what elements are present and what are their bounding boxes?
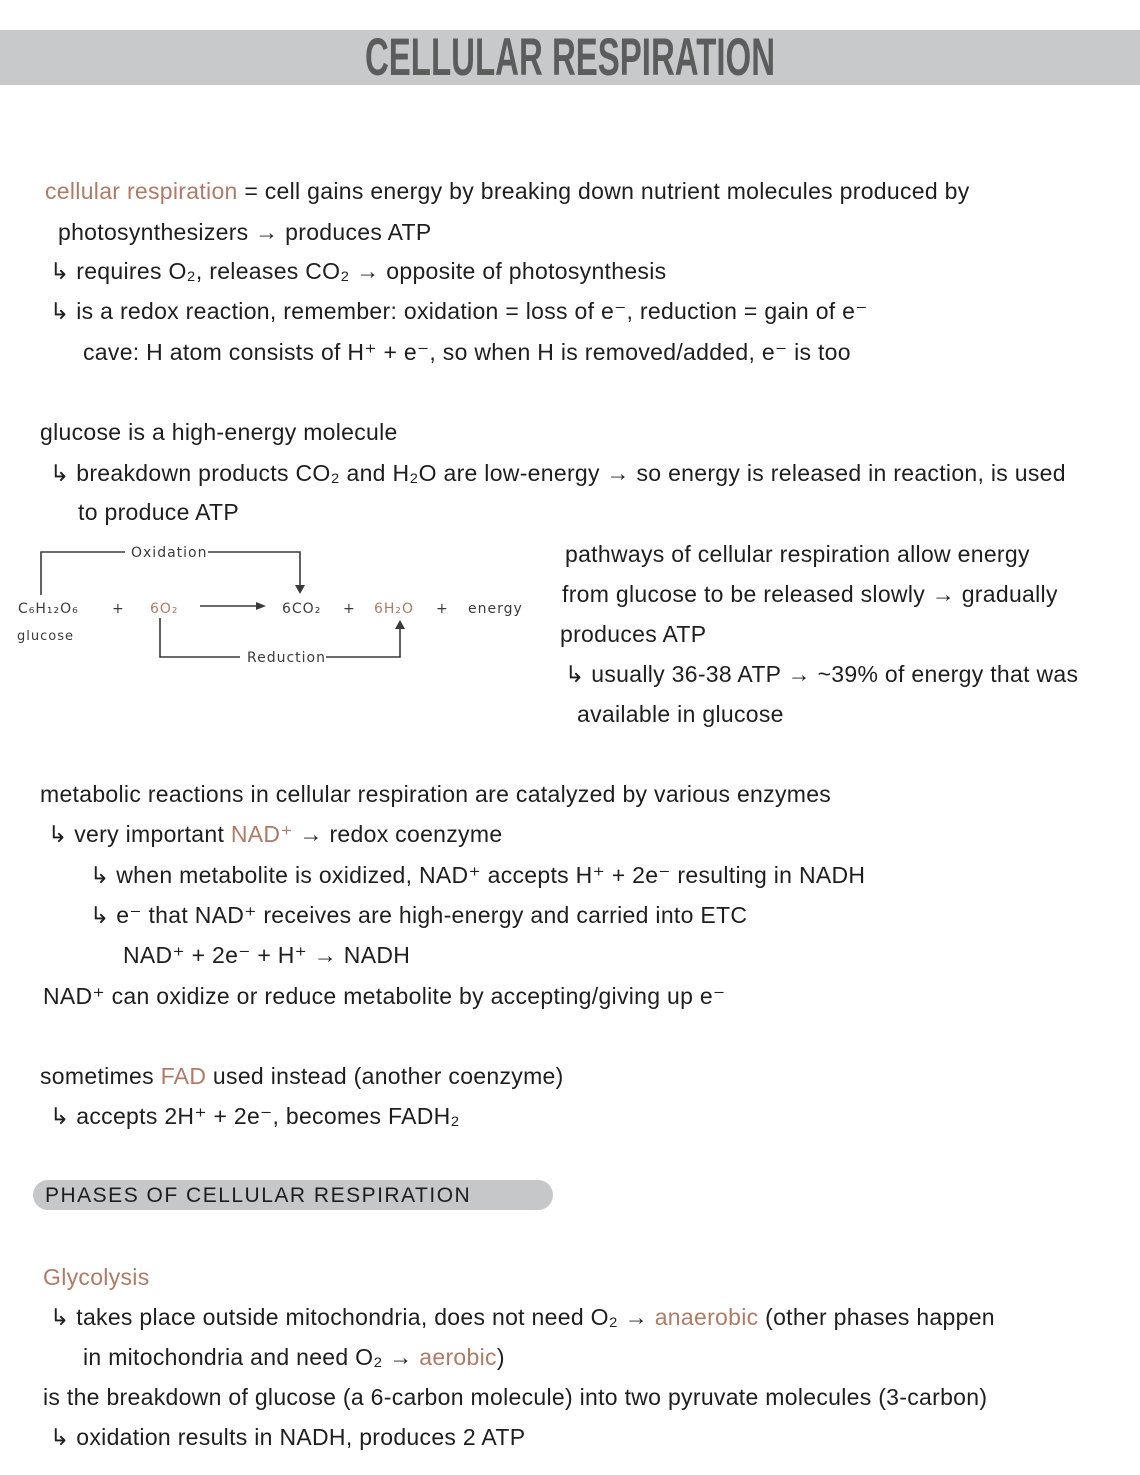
pathways-note-line: available in glucose bbox=[577, 701, 784, 727]
plus-sign: + bbox=[436, 601, 449, 617]
energy-term: energy bbox=[468, 601, 523, 617]
nad-term: NAD⁺ bbox=[230, 821, 293, 847]
reduction-arrowhead bbox=[395, 620, 405, 629]
oxidation-label: Oxidation bbox=[131, 545, 208, 561]
pathways-note-line: from glucose to be released slowly → gradually bbox=[562, 581, 1058, 607]
definition-term: cellular respiration bbox=[45, 178, 238, 204]
pathways-note-line: ↳ usually 36-38 ATP → ~39% of energy that was bbox=[565, 661, 1079, 687]
oxygen-term: 6O₂ bbox=[150, 601, 179, 617]
redox-note: ↳ is a redox reaction, remember: oxidation = loss of e⁻, reduction = gain of e⁻ bbox=[50, 298, 868, 324]
oxygen-note: ↳ requires O₂, releases CO₂ → opposite of photosynthesis bbox=[50, 258, 667, 284]
page-title-band bbox=[0, 27, 1140, 87]
carbon-dioxide-term: 6CO₂ bbox=[282, 601, 322, 617]
plus-sign: + bbox=[343, 601, 356, 617]
fad-heading bbox=[40, 1061, 564, 1091]
glycolysis-location-continuation bbox=[83, 1342, 505, 1372]
fad-term: FAD bbox=[160, 1063, 207, 1089]
page-title: CELLULAR RESPIRATION bbox=[364, 27, 776, 87]
definition-continuation: photosynthesizers → produces ATP bbox=[58, 219, 432, 245]
fad-heading-prefix: sometimes bbox=[40, 1063, 161, 1089]
glycolysis-location-prefix: ↳ takes place outside mitochondria, does not need O₂ → bbox=[50, 1304, 655, 1330]
fad-heading-suffix: used instead (another coenzyme) bbox=[206, 1063, 564, 1089]
glycolysis-location-suffix: (other phases happen bbox=[758, 1304, 995, 1330]
definition-line bbox=[45, 176, 970, 206]
reduction-label: Reduction bbox=[247, 650, 326, 666]
glycolysis-yield-note: ↳ oxidation results in NADH, produces 2 ATP bbox=[50, 1424, 526, 1450]
definition-text: = cell gains energy by breaking down nutrient molecules produced by bbox=[237, 178, 970, 204]
enzymes-heading: metabolic reactions in cellular respiration are catalyzed by various enzymes bbox=[40, 781, 832, 807]
pathways-note-line: produces ATP bbox=[560, 621, 707, 647]
water-term: 6H₂O bbox=[374, 601, 415, 617]
nad-note-prefix: ↳ very important bbox=[48, 821, 231, 847]
hydrogen-caveat: cave: H atom consists of H⁺ + e⁻, so when H is removed/added, e⁻ is too bbox=[83, 339, 851, 365]
aerobic-suffix: ) bbox=[496, 1344, 505, 1370]
nad-summary: NAD⁺ can oxidize or reduce metabolite by accepting/giving up e⁻ bbox=[43, 983, 726, 1009]
pathways-note-line: pathways of cellular respiration allow energy bbox=[565, 541, 1030, 567]
aerobic-term: aerobic bbox=[419, 1344, 497, 1370]
glycolysis-title: Glycolysis bbox=[43, 1264, 150, 1290]
section-header-pill bbox=[33, 1180, 553, 1210]
section-header: PHASES OF CELLULAR RESPIRATION bbox=[45, 1184, 472, 1207]
nad-note bbox=[48, 819, 502, 849]
redox-equation-diagram bbox=[0, 535, 540, 670]
glucose-heading: glucose is a high-energy molecule bbox=[40, 419, 398, 445]
reaction-arrowhead bbox=[256, 602, 266, 610]
nad-oxidized-note: ↳ when metabolite is oxidized, NAD⁺ accepts H⁺ + 2e⁻ resulting in NADH bbox=[90, 862, 866, 888]
glycolysis-location-note bbox=[50, 1302, 995, 1332]
oxidation-arrowhead bbox=[295, 585, 305, 594]
nad-equation: NAD⁺ + 2e⁻ + H⁺ → NADH bbox=[123, 942, 411, 968]
plus-sign: + bbox=[112, 601, 125, 617]
aerobic-prefix: in mitochondria and need O₂ → bbox=[83, 1344, 420, 1370]
glycolysis-definition: is the breakdown of glucose (a 6-carbon molecule) into two pyruvate molecules (3-carbon) bbox=[43, 1384, 988, 1410]
nad-electrons-note: ↳ e⁻ that NAD⁺ receives are high-energy and carried into ETC bbox=[90, 902, 748, 928]
glucose-breakdown-note: ↳ breakdown products CO₂ and H₂O are low-energy → so energy is released in reaction, is used bbox=[50, 460, 1066, 486]
glucose-formula: C₆H₁₂O₆ bbox=[18, 601, 79, 617]
glucose-breakdown-continuation: to produce ATP bbox=[78, 499, 240, 525]
glucose-name: glucose bbox=[17, 629, 74, 644]
anaerobic-term: anaerobic bbox=[654, 1304, 759, 1330]
fad-note: ↳ accepts 2H⁺ + 2e⁻, becomes FADH₂ bbox=[50, 1103, 460, 1129]
nad-note-suffix: → redox coenzyme bbox=[292, 821, 503, 847]
